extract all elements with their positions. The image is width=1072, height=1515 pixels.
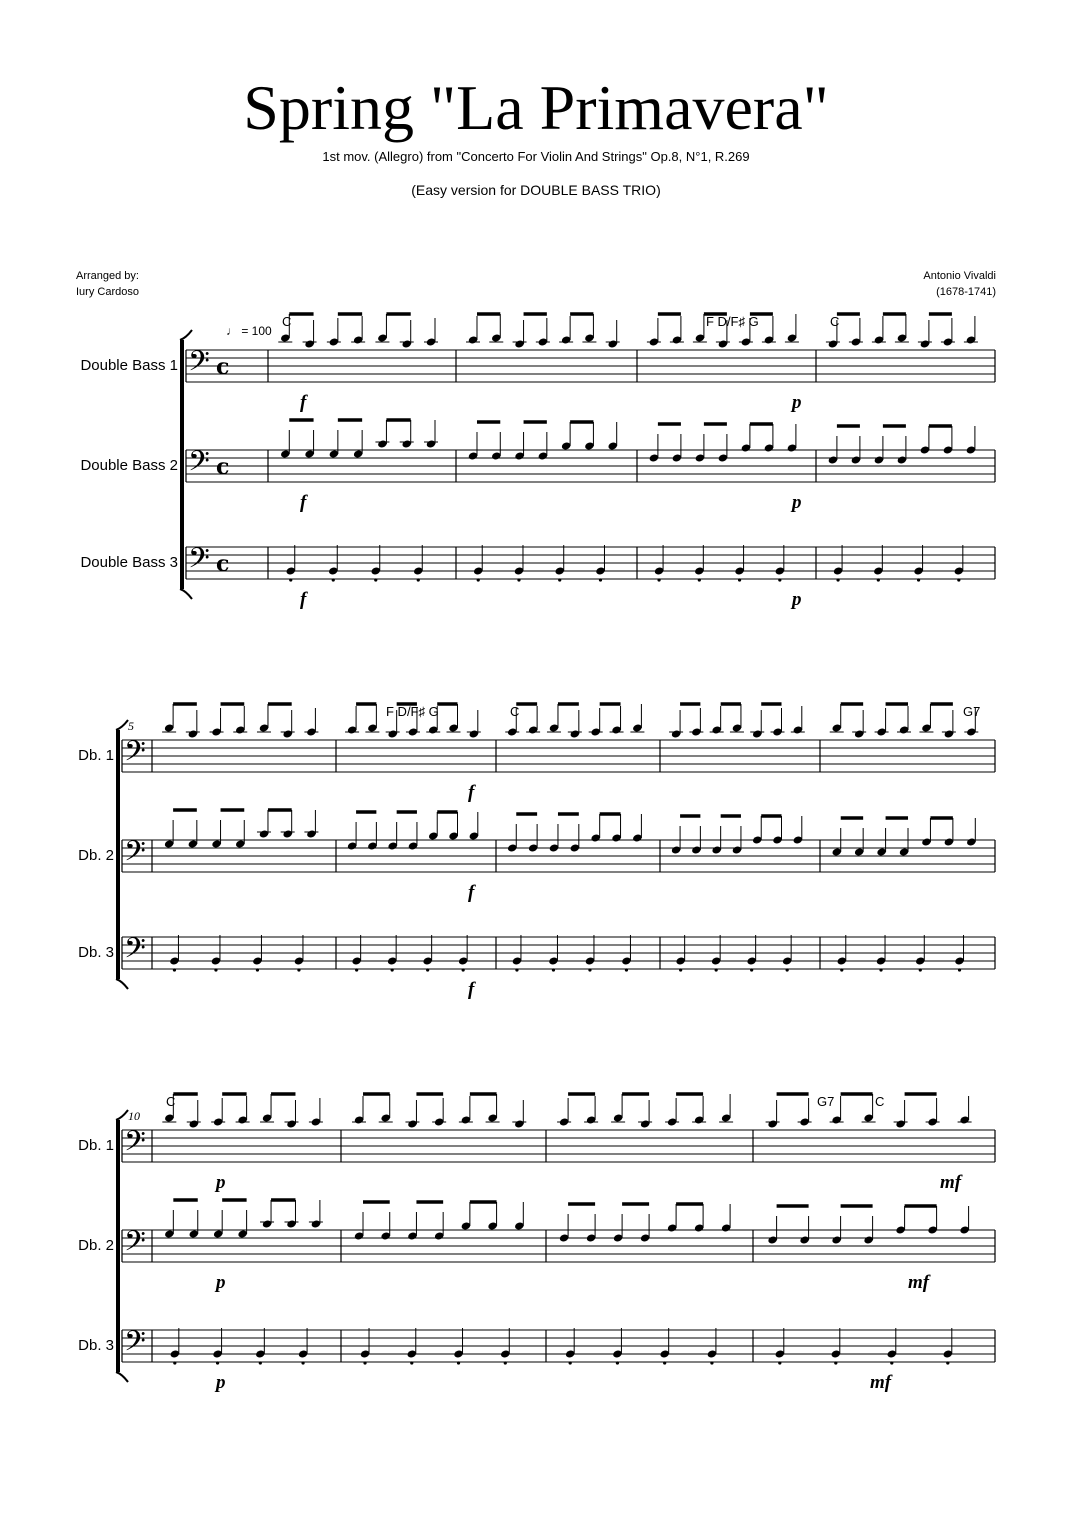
bass-clef: 𝄢: [124, 1125, 146, 1165]
bracket-top-hook: [116, 1110, 128, 1120]
staccato-dot: [778, 578, 781, 581]
time-signature: c: [216, 551, 230, 577]
staccato-dot: [515, 968, 518, 971]
staff-db3: [80, 542, 995, 582]
staccato-dot: [410, 1361, 413, 1364]
instrument-label: Db. 3: [78, 1337, 114, 1354]
staccato-dot: [477, 578, 480, 581]
staccato-dot: [946, 1361, 949, 1364]
tempo-marking: ♩ = 100: [226, 324, 272, 338]
staccato-dot: [750, 968, 753, 971]
time-signature: c: [216, 354, 230, 380]
staccato-dot: [214, 968, 217, 971]
system-2: [78, 704, 995, 1000]
dynamic-marking: f: [468, 882, 475, 903]
staff-db1: [78, 704, 995, 775]
staccato-dot: [504, 1361, 507, 1364]
staccato-dot: [301, 1361, 304, 1364]
instrument-label: Db. 2: [78, 847, 114, 864]
staccato-dot: [657, 578, 660, 581]
staccato-dot: [890, 1361, 893, 1364]
edition-note: (Easy version for DOUBLE BASS TRIO): [411, 182, 661, 198]
composer-dates: (1678-1741): [936, 286, 996, 298]
chord-symbol: C: [282, 314, 292, 329]
dynamic-marking: p: [216, 1272, 226, 1293]
staccato-dot: [710, 1361, 713, 1364]
chord-symbol: C: [166, 1094, 176, 1109]
staccato-dot: [957, 578, 960, 581]
chord-symbol: C: [875, 1094, 885, 1109]
staccato-dot: [679, 968, 682, 971]
staccato-dot: [256, 968, 259, 971]
staccato-dot: [778, 1361, 781, 1364]
dynamic-marking: f: [300, 589, 307, 610]
staccato-dot: [374, 578, 377, 581]
staccato-dot: [877, 578, 880, 581]
arranger-name: Iury Cardoso: [76, 286, 139, 298]
dynamic-marking: mf: [908, 1272, 930, 1293]
dynamic-marking: f: [468, 782, 475, 803]
staccato-dot: [836, 578, 839, 581]
system-3: [78, 1094, 995, 1393]
dynamic-marking: p: [216, 1372, 226, 1393]
chord-symbol: G7: [963, 704, 981, 719]
bracket-bottom-hook: [116, 1372, 128, 1382]
staccato-dot: [917, 578, 920, 581]
staff-db1: [78, 1094, 995, 1165]
staff-db1: [80, 314, 995, 385]
staff-db2: [78, 1200, 995, 1265]
staccato-dot: [834, 1361, 837, 1364]
system-1: [80, 314, 995, 610]
staccato-dot: [417, 578, 420, 581]
staccato-dot: [173, 968, 176, 971]
arranger-label: Arranged by:: [76, 270, 139, 282]
dynamic-marking: mf: [940, 1172, 962, 1193]
staccato-dot: [616, 1361, 619, 1364]
chord-symbol: C: [830, 314, 840, 329]
bass-clef: 𝄢: [124, 932, 146, 972]
staccato-dot: [558, 578, 561, 581]
staff-db3: [78, 1325, 995, 1365]
measure-number: 5: [128, 719, 134, 733]
staff-db2: [78, 810, 995, 875]
staccato-dot: [259, 1361, 262, 1364]
bracket-top-hook: [116, 720, 128, 730]
staccato-dot: [958, 968, 961, 971]
bass-clef: 𝄢: [188, 345, 210, 385]
bracket-top-hook: [180, 330, 192, 340]
instrument-label: Double Bass 2: [80, 457, 178, 474]
staccato-dot: [738, 578, 741, 581]
bass-clef: 𝄢: [124, 735, 146, 775]
staccato-dot: [625, 968, 628, 971]
instrument-label: Db. 1: [78, 1137, 114, 1154]
dynamic-marking: p: [216, 1172, 226, 1193]
chord-symbol: F D/F♯ G: [386, 704, 439, 719]
bass-clef: 𝄢: [188, 445, 210, 485]
staff-db2: [80, 420, 995, 485]
staff-db3: [78, 932, 995, 972]
staccato-dot: [599, 578, 602, 581]
chord-symbol: F D/F♯ G: [706, 314, 759, 329]
staccato-dot: [426, 968, 429, 971]
staccato-dot: [517, 578, 520, 581]
measure-number: 10: [128, 1109, 140, 1123]
instrument-label: Db. 3: [78, 944, 114, 961]
chord-symbol: G7: [817, 1094, 835, 1109]
score-title: Spring "La Primavera": [243, 72, 829, 143]
staccato-dot: [698, 578, 701, 581]
time-signature: c: [216, 454, 230, 480]
staccato-dot: [919, 968, 922, 971]
staccato-dot: [355, 968, 358, 971]
staccato-dot: [462, 968, 465, 971]
staccato-dot: [332, 578, 335, 581]
bass-clef: 𝄢: [124, 1225, 146, 1265]
staccato-dot: [879, 968, 882, 971]
staccato-dot: [391, 968, 394, 971]
bass-clef: 𝄢: [124, 1325, 146, 1365]
staccato-dot: [786, 968, 789, 971]
staccato-dot: [216, 1361, 219, 1364]
staccato-dot: [569, 1361, 572, 1364]
instrument-label: Db. 2: [78, 1237, 114, 1254]
dynamic-marking: mf: [870, 1372, 892, 1393]
dynamic-marking: f: [468, 979, 475, 1000]
instrument-label: Db. 1: [78, 747, 114, 764]
staccato-dot: [297, 968, 300, 971]
staccato-dot: [715, 968, 718, 971]
staccato-dot: [588, 968, 591, 971]
dynamic-marking: f: [300, 492, 307, 513]
staccato-dot: [552, 968, 555, 971]
chord-symbol: C: [510, 704, 520, 719]
staccato-dot: [363, 1361, 366, 1364]
staccato-dot: [457, 1361, 460, 1364]
bracket-bottom-hook: [180, 589, 192, 599]
instrument-label: Double Bass 3: [80, 554, 178, 571]
dynamic-marking: f: [300, 392, 307, 413]
dynamic-marking: p: [792, 392, 802, 413]
staccato-dot: [173, 1361, 176, 1364]
staccato-dot: [840, 968, 843, 971]
staccato-dot: [289, 578, 292, 581]
bracket-bottom-hook: [116, 979, 128, 989]
score-subtitle: 1st mov. (Allegro) from "Concerto For Violin And Strings" Op.8, N°1, R.269: [322, 149, 750, 164]
composer-name: Antonio Vivaldi: [923, 270, 996, 282]
instrument-label: Double Bass 1: [80, 357, 178, 374]
staccato-dot: [663, 1361, 666, 1364]
bass-clef: 𝄢: [124, 835, 146, 875]
bass-clef: 𝄢: [188, 542, 210, 582]
dynamic-marking: p: [792, 589, 802, 610]
dynamic-marking: p: [792, 492, 802, 513]
